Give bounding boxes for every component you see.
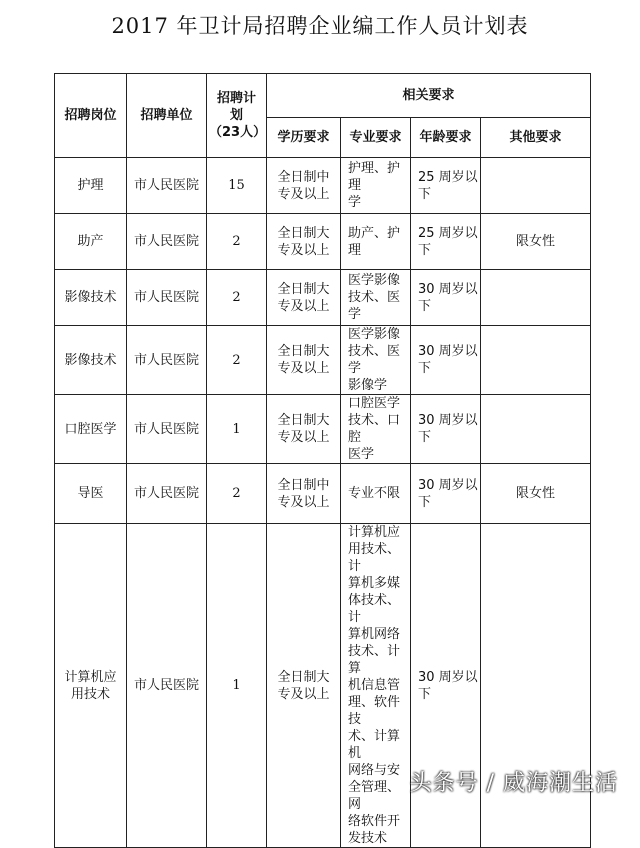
cell-position: 计算机应 用技术 [55,524,127,848]
cell-position: 影像技术 [55,326,127,395]
header-plan-line2: 划 [229,108,243,123]
cell-position: 护理 [55,158,127,214]
cell-age: 30 周岁以 下 [411,524,481,848]
cell-unit: 市人民医院 [127,214,207,270]
cell-count: 1 [207,524,267,848]
cell-education: 全日制中 专及以上 [267,464,341,524]
cell-unit: 市人民医院 [127,524,207,848]
cell-major: 助产、护理 [341,214,411,270]
header-major: 专业要求 [341,118,411,158]
table-row [55,464,591,524]
cell-position: 导医 [55,464,127,524]
cell-other [481,395,591,464]
cell-major: 医学影像 技术、医学 影像学 [341,326,411,395]
cell-unit: 市人民医院 [127,158,207,214]
cell-education: 全日制大 专及以上 [267,326,341,395]
cell-major: 医学影像 技术、医学 [341,270,411,326]
cell-unit: 市人民医院 [127,270,207,326]
header-plan-line3: （23人） [209,125,267,140]
table-row [55,270,591,326]
table-row [55,395,591,464]
cell-major: 计算机应 用技术、计 算机多媒 体技术、计 算机网络 技术、计算 机信息管 理、软件技 术、计算机 网络与安 全管理、网 络软件开 发技术 [341,524,411,848]
cell-count: 2 [207,270,267,326]
source-watermark: 头条号 / 威海潮生活 [409,771,618,796]
cell-other: 限女性 [481,464,591,524]
cell-major: 护理、护理 学 [341,158,411,214]
cell-age: 25 周岁以 下 [411,158,481,214]
cell-count: 2 [207,326,267,395]
cell-major: 口腔医学 技术、口腔 医学 [341,395,411,464]
header-education: 学历要求 [267,118,341,158]
cell-count: 15 [207,158,267,214]
cell-count: 2 [207,464,267,524]
cell-age: 30 周岁以 下 [411,270,481,326]
cell-other [481,524,591,848]
cell-major: 专业不限 [341,464,411,524]
cell-count: 1 [207,395,267,464]
table-row [55,214,591,270]
table-row [55,158,591,214]
header-position: 招聘岗位 [55,74,127,158]
header-plan [207,74,267,158]
header-unit: 招聘单位 [127,74,207,158]
cell-education: 全日制大 专及以上 [267,524,341,848]
cell-other [481,158,591,214]
table-row [55,326,591,395]
cell-position: 助产 [55,214,127,270]
cell-age: 30 周岁以 下 [411,464,481,524]
cell-age: 30 周岁以 下 [411,395,481,464]
cell-education: 全日制大 专及以上 [267,270,341,326]
cell-age: 30 周岁以 下 [411,326,481,395]
header-plan-line1: 招聘计 [216,91,256,106]
cell-other: 限女性 [481,214,591,270]
cell-education: 全日制大 专及以上 [267,214,341,270]
page-title: 2017 年卫计局招聘企业编工作人员计划表 [111,14,529,38]
table-row [55,524,591,848]
cell-count: 2 [207,214,267,270]
cell-education: 全日制中 专及以上 [267,158,341,214]
cell-other [481,270,591,326]
cell-unit: 市人民医院 [127,326,207,395]
cell-age: 25 周岁以 下 [411,214,481,270]
header-related: 相关要求 [267,74,591,118]
header-age: 年龄要求 [411,118,481,158]
header-other: 其他要求 [481,118,591,158]
recruitment-plan-table [54,73,591,848]
cell-education: 全日制大 专及以上 [267,395,341,464]
cell-unit: 市人民医院 [127,464,207,524]
cell-position: 影像技术 [55,270,127,326]
header-row-top [55,74,591,118]
cell-position: 口腔医学 [55,395,127,464]
cell-other [481,326,591,395]
cell-unit: 市人民医院 [127,395,207,464]
